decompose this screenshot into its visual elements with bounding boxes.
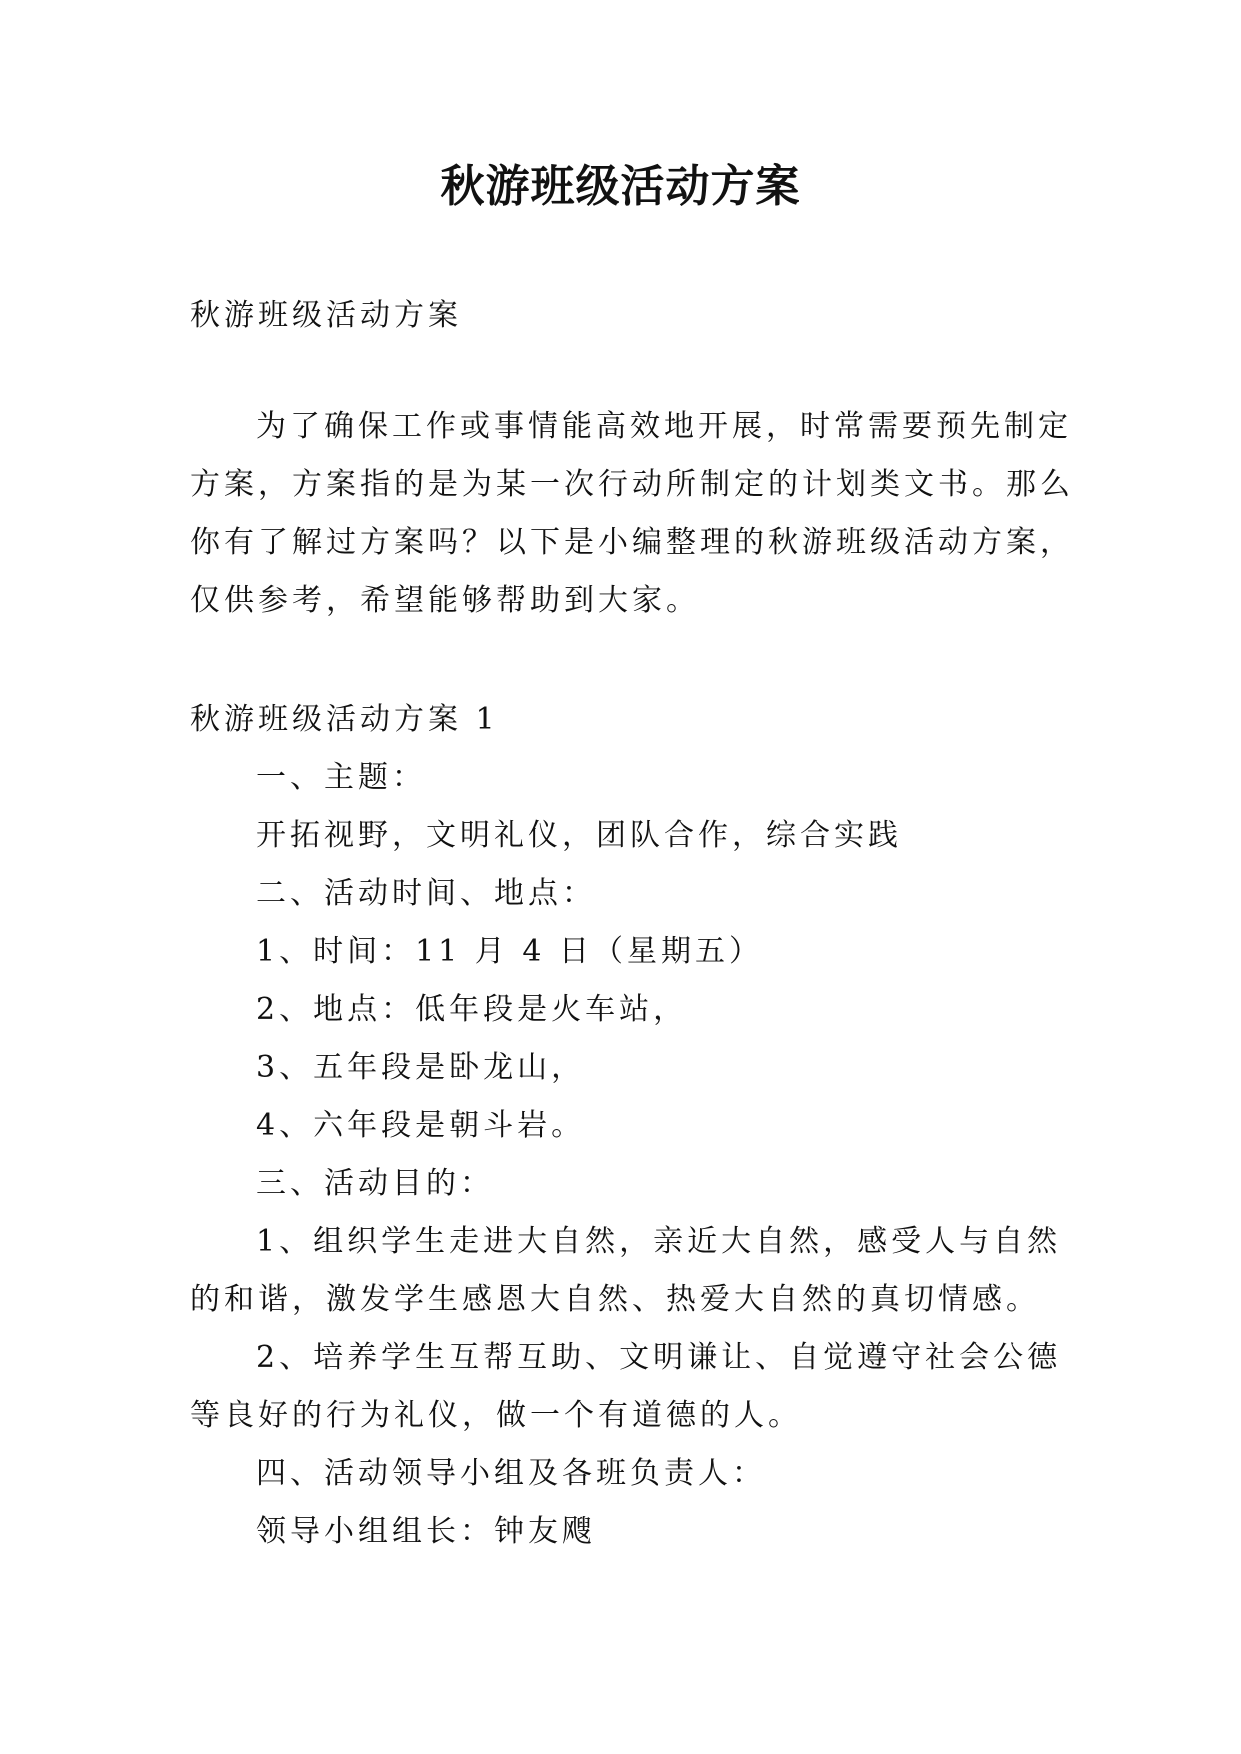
body-line-8: 三、活动目的：: [256, 1166, 494, 1201]
body-line-2: 开拓视野，文明礼仪，团队合作，综合实践: [256, 818, 902, 853]
body-line-7: 4、六年段是朝斗岩。: [256, 1108, 586, 1143]
body-line-13: 四、活动领导小组及各班负责人：: [256, 1456, 766, 1491]
body-line-3: 二、活动时间、地点：: [256, 876, 596, 911]
intro-line-1: 为了确保工作或事情能高效地开展，时常需要预先制定: [256, 409, 1072, 444]
section-heading: 秋游班级活动方案 1: [190, 702, 499, 737]
body-line-5: 2、地点：低年段是火车站，: [256, 992, 688, 1027]
intro-line-4: 仅供参考，希望能够帮助到大家。: [190, 583, 700, 618]
page-title: 秋游班级活动方案: [440, 161, 801, 212]
body-line-12: 等良好的行为礼仪，做一个有道德的人。: [190, 1398, 802, 1433]
body-line-1: 一、主题：: [256, 760, 426, 795]
body-line-14: 领导小组组长：钟友飕: [256, 1514, 596, 1549]
body-line-4: 1、时间：11 月 4 日（星期五）: [256, 934, 763, 969]
body-line-10: 的和谐，激发学生感恩大自然、热爱大自然的真切情感。: [190, 1282, 1040, 1317]
intro-line-2: 方案，方案指的是为某一次行动所制定的计划类文书。那么: [190, 467, 1074, 502]
doc-subtitle: 秋游班级活动方案: [190, 298, 462, 333]
body-line-9: 1、组织学生走进大自然，亲近大自然，感受人与自然: [256, 1224, 1062, 1259]
body-line-6: 3、五年段是卧龙山，: [256, 1050, 586, 1085]
intro-line-3: 你有了解过方案吗？以下是小编整理的秋游班级活动方案，: [190, 525, 1074, 560]
body-line-11: 2、培养学生互帮互助、文明谦让、自觉遵守社会公德: [256, 1340, 1062, 1375]
